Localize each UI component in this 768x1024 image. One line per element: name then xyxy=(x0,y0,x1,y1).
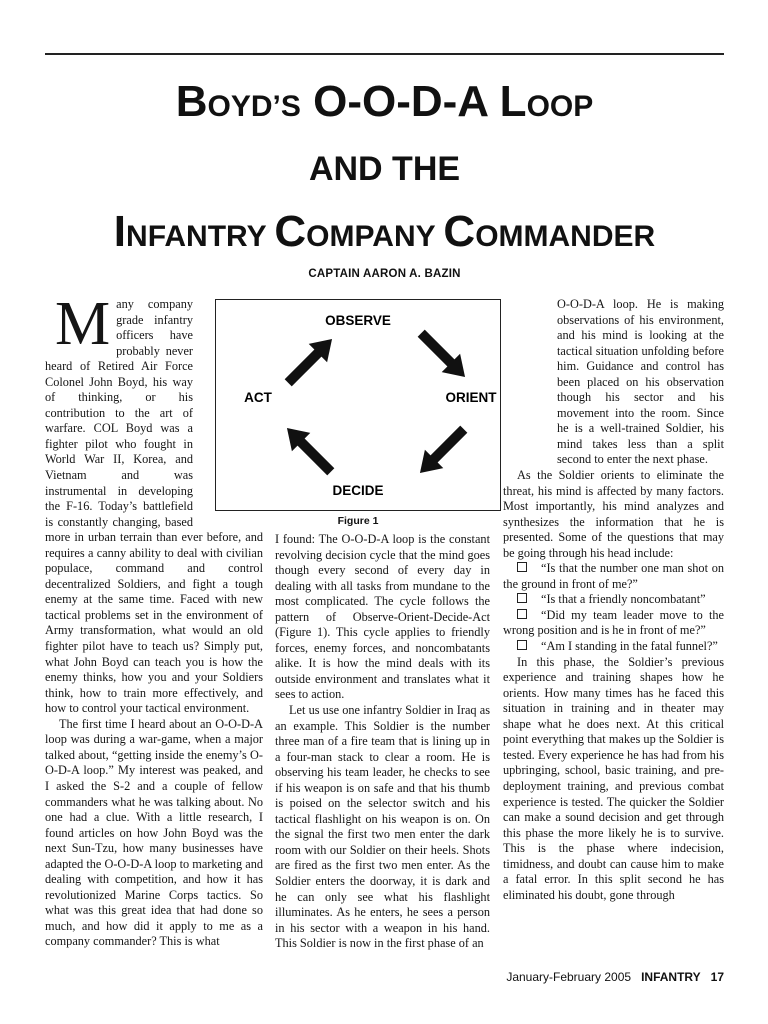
author-byline: CAPTAIN AARON A. BAZIN xyxy=(308,268,461,280)
article-title-line-3: INFANTRY COMPANY COMMANDER xyxy=(113,207,656,256)
paragraph: In this phase, the Soldier’s previous experience and training shapes how he orients. How many times has he faced this situation in training and in theater may shape what he does next. At this critical point everything that makes up the Soldier is tested. Every experience he has had from his upbringing, school, basic training, and pre-deployment training, and previous combat experience is tested. The quicker the Soldier can make a sound decision and get through this phase the more likely he is to survive. This is the phase where indecision, timidness, and doubt can cause him to make a fatal error. In this split second he has eliminated his doubt, gone through xyxy=(503,654,724,902)
page-number: 17 xyxy=(710,970,724,984)
arrow-act-to-observe-icon xyxy=(279,330,341,392)
article-title-line-1: BOYD’S O-O-D-A LOOP xyxy=(175,77,594,126)
checkbox-icon xyxy=(517,609,527,619)
paragraph: The first time I heard about an O-O-D-A loop was during a war-game, when a major talked about, “getting inside the enemy’s O-O-D-A loop.” My interest was peaked, and I asked the S-2 and a couple of fellow commanders what he was talking about. No one had a clue. With a little research, I found articles on how John Boyd was the next Sun-Tzu, how many businesses have adapted the O-O-D-A loop to marketing and dealing with competition, and how it has revolutionized Marine Corps tactics. So what was this great idea that had done so much, and how did it apply to me as a company commander? This is what xyxy=(45,716,263,949)
magazine-name: INFANTRY xyxy=(641,970,701,984)
paragraph: Let us use one infantry Soldier in Iraq as an example. This Soldier is the number three man of a fire team that is lining up in a four-man stack to clear a room. He is observing his team leader, he checks to see if his weapon is on safe and that his thumb is poised on the selector switch and his tactical flashlight on his weapon is on. On the signal the first two men enter the dark room with our Soldier on their heels. Shots are fired as the first two men enter. As the Soldier enters the doorway, it is dark and he can only see what his flashlight illuminates. As he enters, he sees a person in his sector with a weapon in his hand. This Soldier is now in the first phase of an xyxy=(275,703,490,951)
question-item: “Am I standing in the fatal funnel?” xyxy=(503,639,724,655)
ooda-figure xyxy=(215,299,501,511)
arrow-orient-to-decide-icon xyxy=(411,420,473,482)
paragraph: I found: The O-O-D-A loop is the constant revolving decision cycle that the mind goes though every second of every day in dealing with all tasks from mundane to the most complicated. The cycle follows the pattern of Observe-Orient-Decide-Act (Figure 1). This cycle applies to friendly forces, enemy forces, and noncombatants alike. It is how the mind deals with its outside environment and translates what it sees to action. xyxy=(275,532,490,702)
ooda-cycle-diagram xyxy=(216,300,500,510)
figure-caption: Figure 1 xyxy=(337,515,379,527)
issue-date: January-February 2005 xyxy=(506,970,632,984)
paragraph: As the Soldier orients to eliminate the threat, his mind is affected by many factors. Most importantly, his mind analyzes and synthesizes the information that he is presented. Some of the questions that may be going through his head include: xyxy=(503,468,724,560)
orient-label: ORIENT xyxy=(445,390,497,405)
column-2 xyxy=(275,532,490,952)
checkbox-icon xyxy=(517,562,527,572)
checkbox-icon xyxy=(517,593,527,603)
question-item: “Is that the number one man shot on the ground in front of me?” xyxy=(503,561,724,591)
checkbox-icon xyxy=(517,640,527,650)
question-item: “Is that a friendly noncombatant” xyxy=(503,592,724,608)
decide-label: DECIDE xyxy=(332,483,384,498)
top-rule xyxy=(45,53,724,55)
drop-cap: M xyxy=(55,290,111,358)
question-item: “Did my team leader move to the wrong position and is he in front of me?” xyxy=(503,607,724,638)
arrow-observe-to-orient-icon xyxy=(412,324,474,386)
page-footer xyxy=(506,970,724,984)
article-title-line-2: AND THE xyxy=(308,150,461,188)
column-3 xyxy=(503,297,724,903)
observe-label: OBSERVE xyxy=(325,313,391,328)
act-label: ACT xyxy=(244,390,272,405)
paragraph: O-O-D-A loop. He is making observations of his environment, and his mind is looking at the tactical situation unfolding before him. Guidance and control has been placed on his observation though his sector and his movement into the room. Since he is a well-trained Soldier, his mind takes less than a split second to enter the next phase. xyxy=(557,297,724,467)
intro-paragraph: Many company grade infantry officers have probably never heard of Retired Air Force Colonel John Boyd, his way of thinking, or his contribution to the art of warfare. COL Boyd was a fighter pilot who fought in World War II, Korea, and Vietnam and was instrumental in developing the F-16. Today’s battlefield is constantly changing, based more in urban terrain than ever before, and requires a canny ability to deal with civilian populace, command and control decentralized Soldiers, and fight a tough enemy at the same time. Faced with new tactical problems set in the environment of Army transformation, what would an old fighter pilot have to teach us? Simply put, what John Boyd can teach you is how the enemy thinks, how you and your Soldiers think, how to train more effectively, and how to control your tactical environment. xyxy=(45,290,263,716)
arrow-decide-to-act-icon xyxy=(278,419,340,481)
